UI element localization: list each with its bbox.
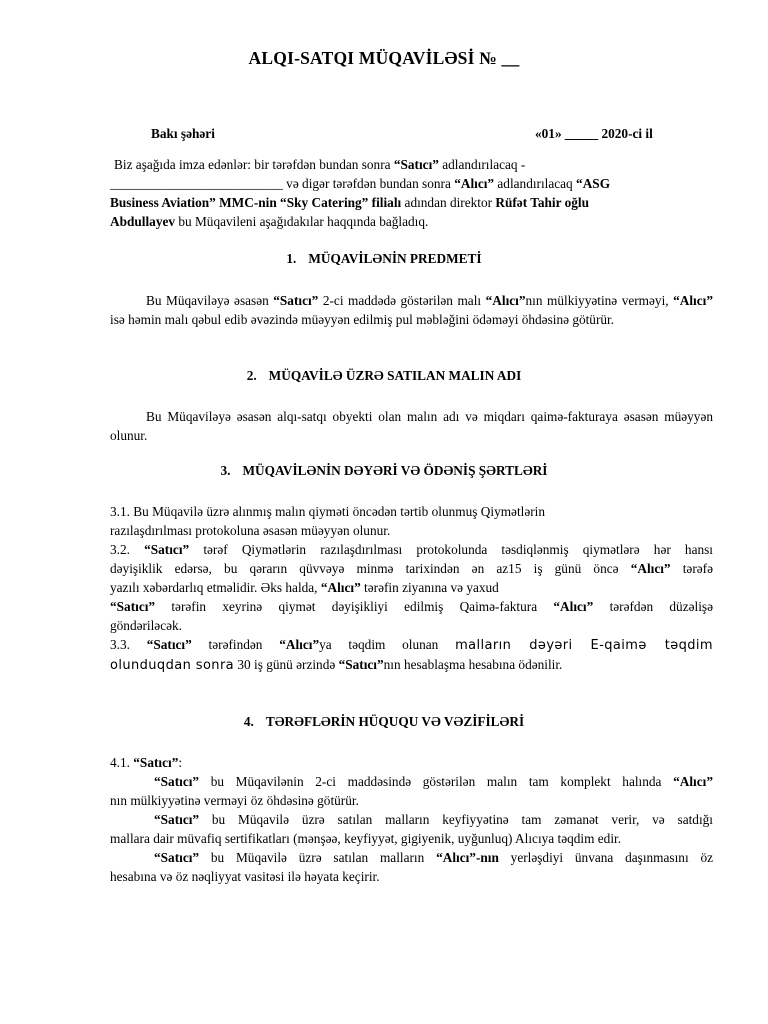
section-4-body: 4.1. “Satıcı”: “Satıcı” bu Müqavilənin 2-ci maddəsində göstərilən malın tam komplekt halında “Alıcı” nın mülkiyyətinə verməyi öz öhdəsinə götürür. “Satıcı” bu Müqavilə üzrə satılan malların keyfiyyətinə tam zəmanət verir, və satdığı mallara dair müvafiq sertifikatları (mənşəə, keyfiyyət, gigiyenik, uyğunluq) Alıcıya təqdim edir. “Satıcı” bu Müqavilə üzrə satılan malların “Alıcı”-nın yerləşdiyi ünvana daşınmasını öz hesabına və öz nəqliyyat vasitəsi ilə həyata keçirir. [110, 755, 713, 884]
date-label: «01» _____ 2020-ci il [535, 126, 653, 141]
section-2-heading: 2. MÜQAVİLƏ ÜZRƏ SATILAN MALIN ADI [246, 368, 522, 383]
clause-4-1-item-3: “Satıcı” bu Müqavilə üzrə satılan malların “Alıcı”-nın yerləşdiyi ünvana daşınmasını öz [154, 850, 713, 865]
document-title: ALQI-SATQI MÜQAVİLƏSİ № __ [248, 48, 520, 68]
clause-3-1: 3.1. Bu Müqavilə üzrə alınmış malın qiyməti öncədən tərtib olunmuş Qiymətlərin [110, 504, 546, 519]
section-1-heading: 1. MÜQAVİLƏNİN PREDMETİ [286, 251, 482, 266]
clause-4-1: 4.1. “Satıcı”: [110, 755, 183, 770]
section-3-body: 3.1. Bu Müqavilə üzrə alınmış malın qiyməti öncədən tərtib olunmuş Qiymətlərin razılaşdırılması protokoluna əsasən müəyyən olunur. 3.2. “Satıcı” tərəf Qiymətlərin razılaşdırılması protokolunda təsdiqlənmiş qiymətlərə hər hansı dəyişiklik edərsə, bu qərarın qüvvəyə minmə tarixindən ən az15 iş günü öncə “Alıcı” tərəfə yazılı xəbərdarlıq etməlidir. Əks halda, “Alıcı” tərəfin ziyanına və yaxud “Satıcı” tərəfin xeyrinə qiymət dəyişikliyi edilmiş Qaimə-faktura “Alıcı” tərəfdən düzəlişə göndəriləcək. 3.3. “Satıcı” tərəfindən “Alıcı”ya təqdim olunan malların dəyəri E-qaimə təqdim olunduqdan sonra 30 iş günü ərzində “Satıcı”nın hesablaşma hesabına ödənilir. [110, 504, 713, 673]
clause-4-1-item-1: “Satıcı” bu Müqavilənin 2-ci maddəsində göstərilən malın tam komplekt halında “Alıcı” [154, 774, 713, 789]
section-1-paragraph: Bu Müqaviləyə əsasən “Satıcı” 2-ci maddədə göstərilən malı “Alıcı”nın mülkiyyətinə verməyi, “Alıcı” isə həmin malı qəbul edib əvəzində müəyyən edilmiş pul məbləğini ödəməyi öhdəsinə götürür. [110, 293, 713, 327]
intro-paragraph: Biz aşağıda imza edənlər: bir tərəfdən bundan sonra “Satıcı” adlandırılacaq - __________________________ və digər tərəfdən bundan sonra “Alıcı” adlandırılacaq “ASG Business Aviation” MMC-nin “Sky Catering” filialı adından direktor Rüfət Tahir oğlu Abdullayev bu Müqavileni aşağıdakılar haqqında bağladıq. [110, 157, 611, 229]
clause-4-1-item-2: “Satıcı” bu Müqavilə üzrə satılan malların keyfiyyətinə tam zəmanət verir, və satdığı [154, 812, 713, 827]
city-label: Bakı şəhəri [151, 126, 215, 141]
section-3-heading: 3. MÜQAVİLƏNİN DƏYƏRİ VƏ ÖDƏNİŞ ŞƏRTLƏRİ [220, 463, 548, 478]
clause-3-3: 3.3. “Satıcı” tərəfindən “Alıcı”ya təqdim olunan malların dəyəri E-qaimə təqdim [110, 637, 713, 653]
clause-3-2: 3.2. “Satıcı” tərəf Qiymətlərin razılaşdırılması protokolunda təsdiqlənmiş qiymətlərə hər hansı [110, 542, 713, 557]
section-4-heading: 4. TƏRƏFLƏRİN HÜQUQU VƏ VƏZİFİLƏRİ [243, 714, 525, 729]
section-2-paragraph: Bu Müqaviləyə əsasən alqı-satqı obyekti olan malın adı və miqdarı qaimə-fakturaya əsasən müəyyən olunur. [110, 409, 713, 443]
